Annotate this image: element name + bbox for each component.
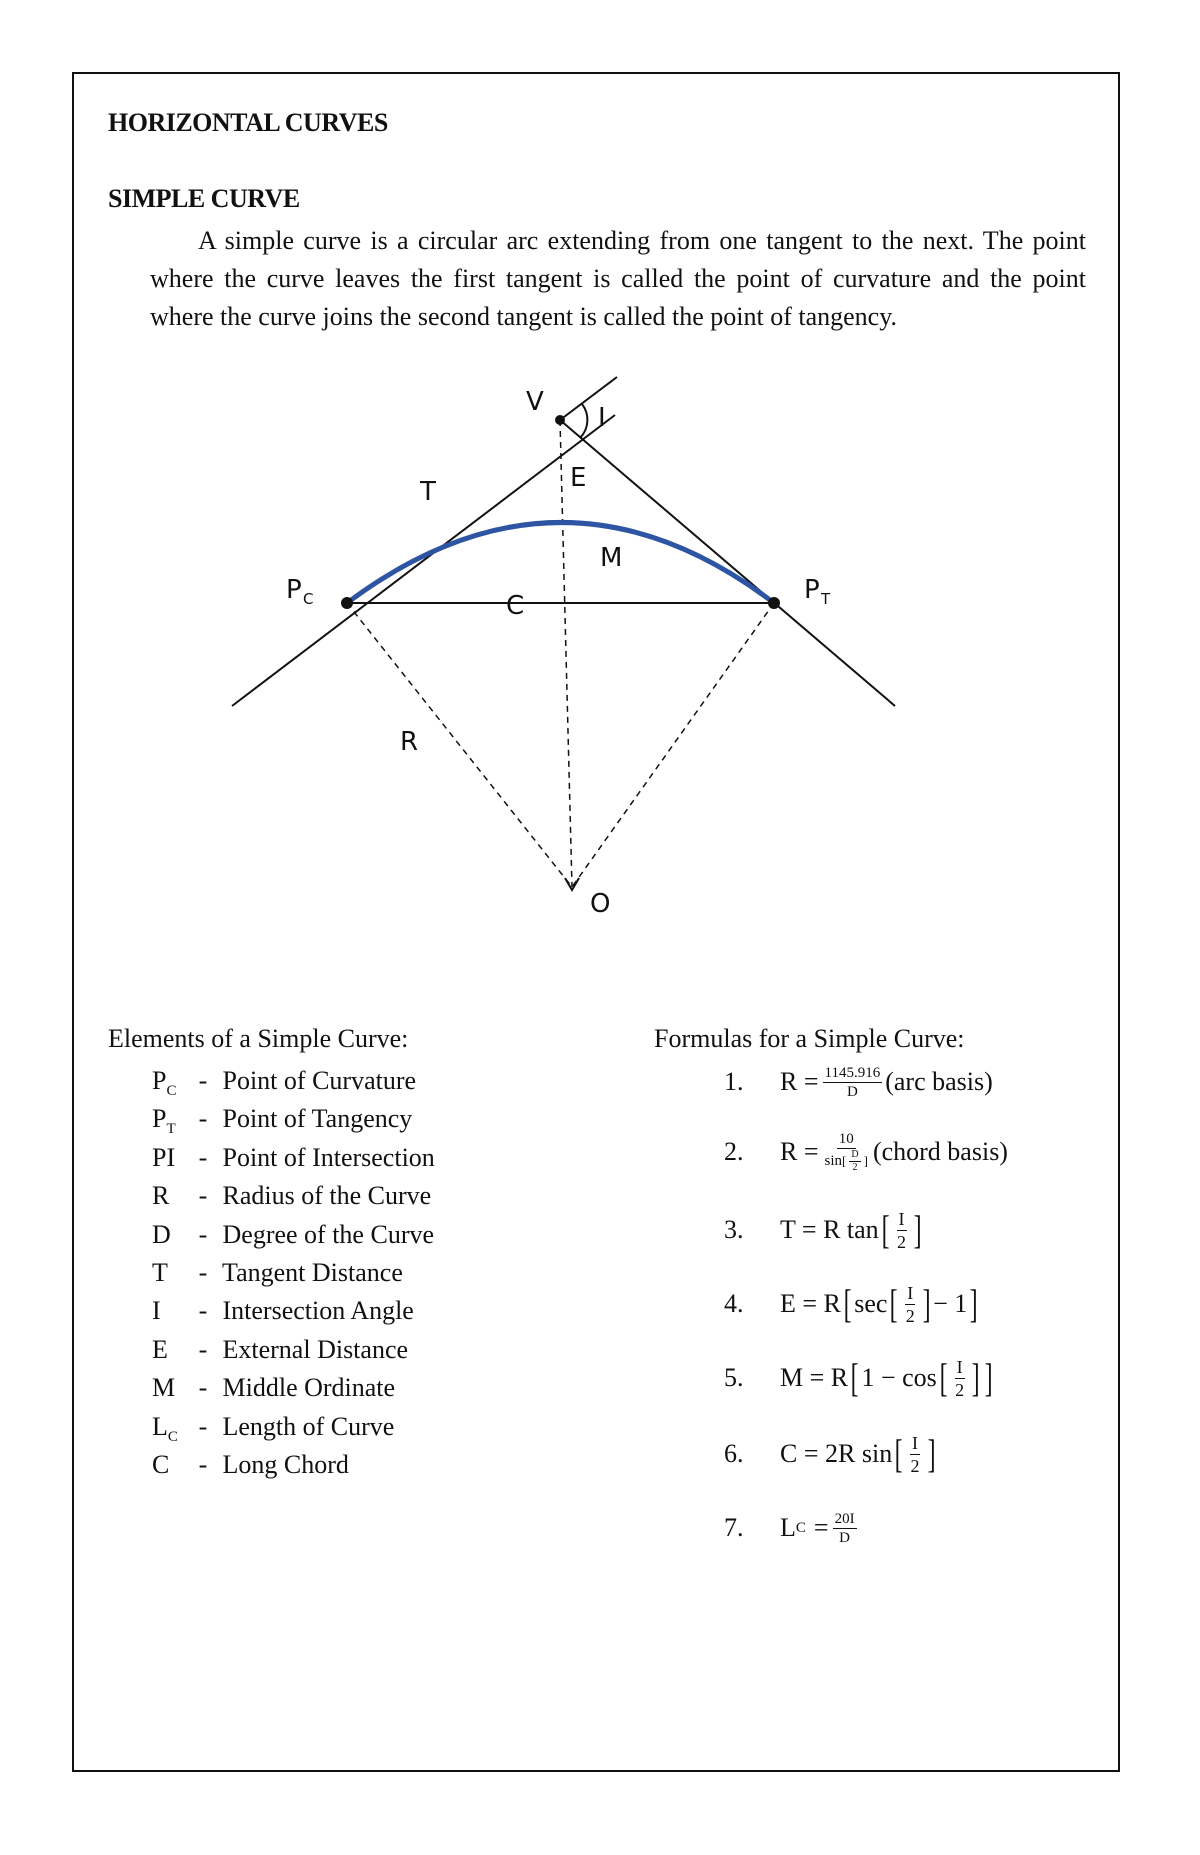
fraction: $\frac{I}{2}$ — [905, 1282, 915, 1326]
label-r: R — [400, 727, 419, 757]
list-item: $P_C$ - Point of Curvature — [152, 1062, 435, 1100]
label-t: T — [420, 477, 436, 507]
element-symbol: $L_C$ — [152, 1411, 178, 1445]
list-item: $L_C$ - Length of Curve — [152, 1408, 435, 1446]
label-o: O — [590, 889, 611, 919]
formula-radius-chord: 2. R = 10 sin[ $\frac{D}{2}$ ] (chord basis) — [724, 1131, 1008, 1173]
elements-heading: Elements of a Simple Curve: — [108, 1024, 409, 1053]
element-symbol: $P_C$ — [152, 1066, 177, 1100]
element-symbol: $P_T$ — [152, 1104, 176, 1138]
fraction: $\frac{I}{2}$ — [910, 1432, 920, 1476]
vertex-point — [555, 415, 565, 425]
list-item: R - Radius of the Curve — [152, 1177, 435, 1215]
list-item: M - Middle Ordinate — [152, 1369, 435, 1407]
intro-paragraph: A simple curve is a circular arc extending from one tangent to the next. The point where the curve leaves the first tangent is called the point of curvature and the point where the curve joins the second tangent is called the point of tangency. — [150, 226, 1086, 331]
label-i: I — [598, 403, 606, 433]
element-symbol: D — [152, 1219, 171, 1249]
list-item: E - External Distance — [152, 1331, 435, 1369]
label-pc-sub: C — [303, 590, 314, 608]
page-title: HORIZONTAL CURVES — [108, 108, 388, 137]
list-item: I - Intersection Angle — [152, 1292, 435, 1330]
element-symbol: E — [152, 1334, 168, 1364]
radius-line-pc — [347, 603, 572, 887]
label-c: C — [506, 591, 525, 621]
intersection-angle-arc — [580, 404, 587, 438]
element-symbol: PI — [152, 1142, 176, 1172]
simple-curve-diagram — [220, 360, 920, 930]
section-title: SIMPLE CURVE — [108, 184, 300, 213]
label-m: M — [600, 543, 623, 573]
label-e: E — [570, 463, 587, 493]
simple-curve-arc — [347, 523, 774, 604]
element-symbol: I — [152, 1296, 161, 1326]
list-item: $P_T$ - Point of Tangency — [152, 1100, 435, 1138]
formula-middle-ordinate: 5. M = R [ 1 − cos [ $\frac{I}{2}$ ] ] — [724, 1355, 994, 1400]
list-item: C - Long Chord — [152, 1446, 435, 1484]
list-item: D - Degree of the Curve — [152, 1216, 435, 1254]
fraction: 10 sin[ $\frac{D}{2}$ ] — [824, 1131, 868, 1173]
element-symbol: M — [152, 1373, 176, 1403]
formulas-heading: Formulas for a Simple Curve: — [654, 1024, 965, 1053]
fraction: $\frac{I}{2}$ — [955, 1356, 965, 1400]
fraction: $\frac{1145.916}{D}$ — [824, 1064, 881, 1100]
back-tangent-line — [232, 415, 615, 706]
fraction: $\frac{I}{2}$ — [897, 1208, 907, 1252]
pt-point — [768, 597, 780, 609]
list-item: PI - Point of Intersection — [152, 1139, 435, 1177]
list-item: T - Tangent Distance — [152, 1254, 435, 1292]
element-symbol: T — [152, 1257, 168, 1287]
pc-point — [341, 597, 353, 609]
fraction: $\frac{20I}{D}$ — [834, 1510, 855, 1546]
formula-radius-arc: 1. R = $\frac{1145.916}{D}$ (arc basis) — [724, 1064, 993, 1100]
label-pc: P — [286, 575, 302, 605]
label-pt: P — [804, 575, 820, 605]
formula-external: 4. E = R [ sec [ $\frac{I}{2}$ ] − 1 ] — [724, 1281, 978, 1326]
element-symbol: R — [152, 1181, 170, 1211]
label-v: V — [526, 387, 544, 417]
formula-long-chord: 6. C = 2R sin [ $\frac{I}{2}$ ] — [724, 1431, 936, 1476]
label-pt-sub: T — [821, 590, 831, 608]
radius-line-pt — [572, 603, 774, 887]
elements-list — [152, 1062, 435, 1484]
formula-length-of-curve: 7. L C = $\frac{20I}{D}$ — [724, 1510, 855, 1546]
element-symbol: C — [152, 1449, 170, 1479]
formula-tangent: 3. T = R tan [ $\frac{I}{2}$ ] — [724, 1207, 922, 1252]
forward-tangent-extension — [560, 377, 617, 420]
